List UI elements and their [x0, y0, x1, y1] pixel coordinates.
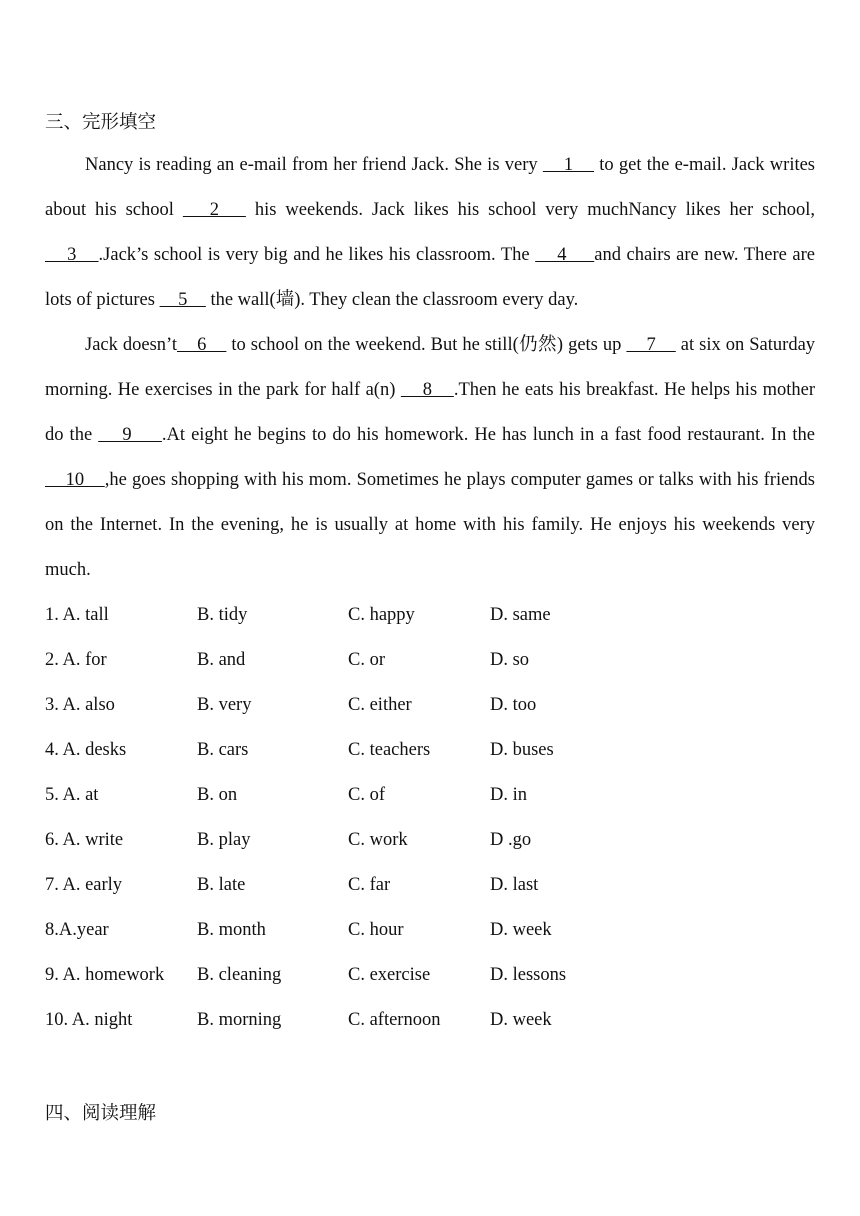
option-row: [45, 638, 815, 683]
option-a: 3. A. also: [45, 695, 115, 715]
answer-blank: 6: [177, 335, 227, 355]
answer-blank: 4: [535, 245, 595, 265]
passage-paragraph-2: [45, 323, 815, 593]
passage-text: .At eight he begins to do his homework. He has lunch in a fast food restaurant. In the: [161, 425, 815, 445]
option-b: B. play: [197, 830, 251, 850]
option-b: B. on: [197, 785, 238, 805]
option-a: 1. A. tall: [45, 605, 109, 625]
answer-blank: 1: [542, 155, 595, 175]
option-b: B. month: [197, 920, 266, 940]
option-a: 6. A. write: [45, 830, 124, 850]
answer-blank: 7: [626, 335, 676, 355]
option-a: 10. A. night: [45, 1010, 133, 1030]
option-a: 7. A. early: [45, 875, 123, 895]
option-d: D. same: [490, 605, 551, 625]
option-b: B. morning: [197, 1010, 282, 1030]
option-row: [45, 863, 815, 908]
option-a: 4. A. desks: [45, 740, 127, 760]
passage-text: his weekends. Jack likes his school very muchNancy likes her school,: [245, 200, 816, 220]
option-row: [45, 953, 815, 998]
option-d: D. week: [490, 920, 552, 940]
option-c: C. hour: [348, 920, 404, 940]
option-c: C. of: [348, 785, 385, 805]
option-b: B. very: [197, 695, 252, 715]
option-d: D. buses: [490, 740, 554, 760]
option-row: [45, 908, 815, 953]
option-d: D. in: [490, 785, 527, 805]
option-b: B. cleaning: [197, 965, 282, 985]
passage-paragraph-1: [45, 143, 815, 323]
answer-blank: 10: [45, 470, 105, 490]
option-row: [45, 773, 815, 818]
option-d: D .go: [490, 830, 532, 850]
passage-text: ,he goes shopping with his mom. Sometimes he plays computer games or talks with his friends on the Internet. In the evening, he is usually at home with his family. He enjoys his weekends very much.: [45, 470, 816, 580]
option-row: [45, 728, 815, 773]
option-row: [45, 683, 815, 728]
answer-options-list: [45, 593, 815, 1043]
answer-blank: 5: [159, 290, 206, 310]
option-a: 5. A. at: [45, 785, 99, 805]
option-c: C. happy: [348, 605, 415, 625]
answer-blank: 9: [98, 425, 162, 445]
answer-blank: 3: [45, 245, 99, 265]
option-row: [45, 998, 815, 1043]
option-c: C. teachers: [348, 740, 431, 760]
passage-text: Jack doesn’t: [85, 335, 178, 355]
section-4-heading: 四、阅读理解: [45, 1104, 157, 1124]
option-c: C. exercise: [348, 965, 431, 985]
passage-text: to get the e-mail. Jack writes about his school: [45, 155, 816, 220]
option-d: D. lessons: [490, 965, 567, 985]
passage-text: to school on the weekend. But he still(仍然) gets up: [226, 335, 627, 355]
passage-text: the wall(墙). They clean the classroom every day.: [205, 290, 579, 310]
option-c: C. far: [348, 875, 391, 895]
passage-text: at six on Saturday morning. He exercises in the park for half a(n): [45, 335, 816, 400]
passage-text: Nancy is reading an e-mail from her friend Jack. She is very: [85, 155, 543, 175]
option-c: C. either: [348, 695, 412, 715]
option-b: B. late: [197, 875, 246, 895]
option-row: [45, 593, 815, 638]
option-c: C. afternoon: [348, 1010, 441, 1030]
option-d: D. too: [490, 695, 537, 715]
option-c: C. work: [348, 830, 408, 850]
option-b: B. cars: [197, 740, 249, 760]
option-a: 2. A. for: [45, 650, 107, 670]
section-3-heading: 三、完形填空: [45, 113, 157, 133]
option-row: [45, 818, 815, 863]
answer-blank: 8: [400, 380, 454, 400]
answer-blank: 2: [182, 200, 246, 220]
option-a: 9. A. homework: [45, 965, 165, 985]
option-d: D. week: [490, 1010, 552, 1030]
option-a: 8.A.year: [45, 920, 109, 940]
passage-text: .Jack’s school is very big and he likes his classroom. The: [98, 245, 536, 265]
option-d: D. last: [490, 875, 539, 895]
option-c: C. or: [348, 650, 385, 670]
passage-text: and chairs are new. There are lots of pictures: [45, 245, 816, 310]
option-d: D. so: [490, 650, 530, 670]
passage-text: .Then he eats his breakfast. He helps his mother do the: [45, 380, 816, 445]
option-b: B. tidy: [197, 605, 248, 625]
option-b: B. and: [197, 650, 246, 670]
